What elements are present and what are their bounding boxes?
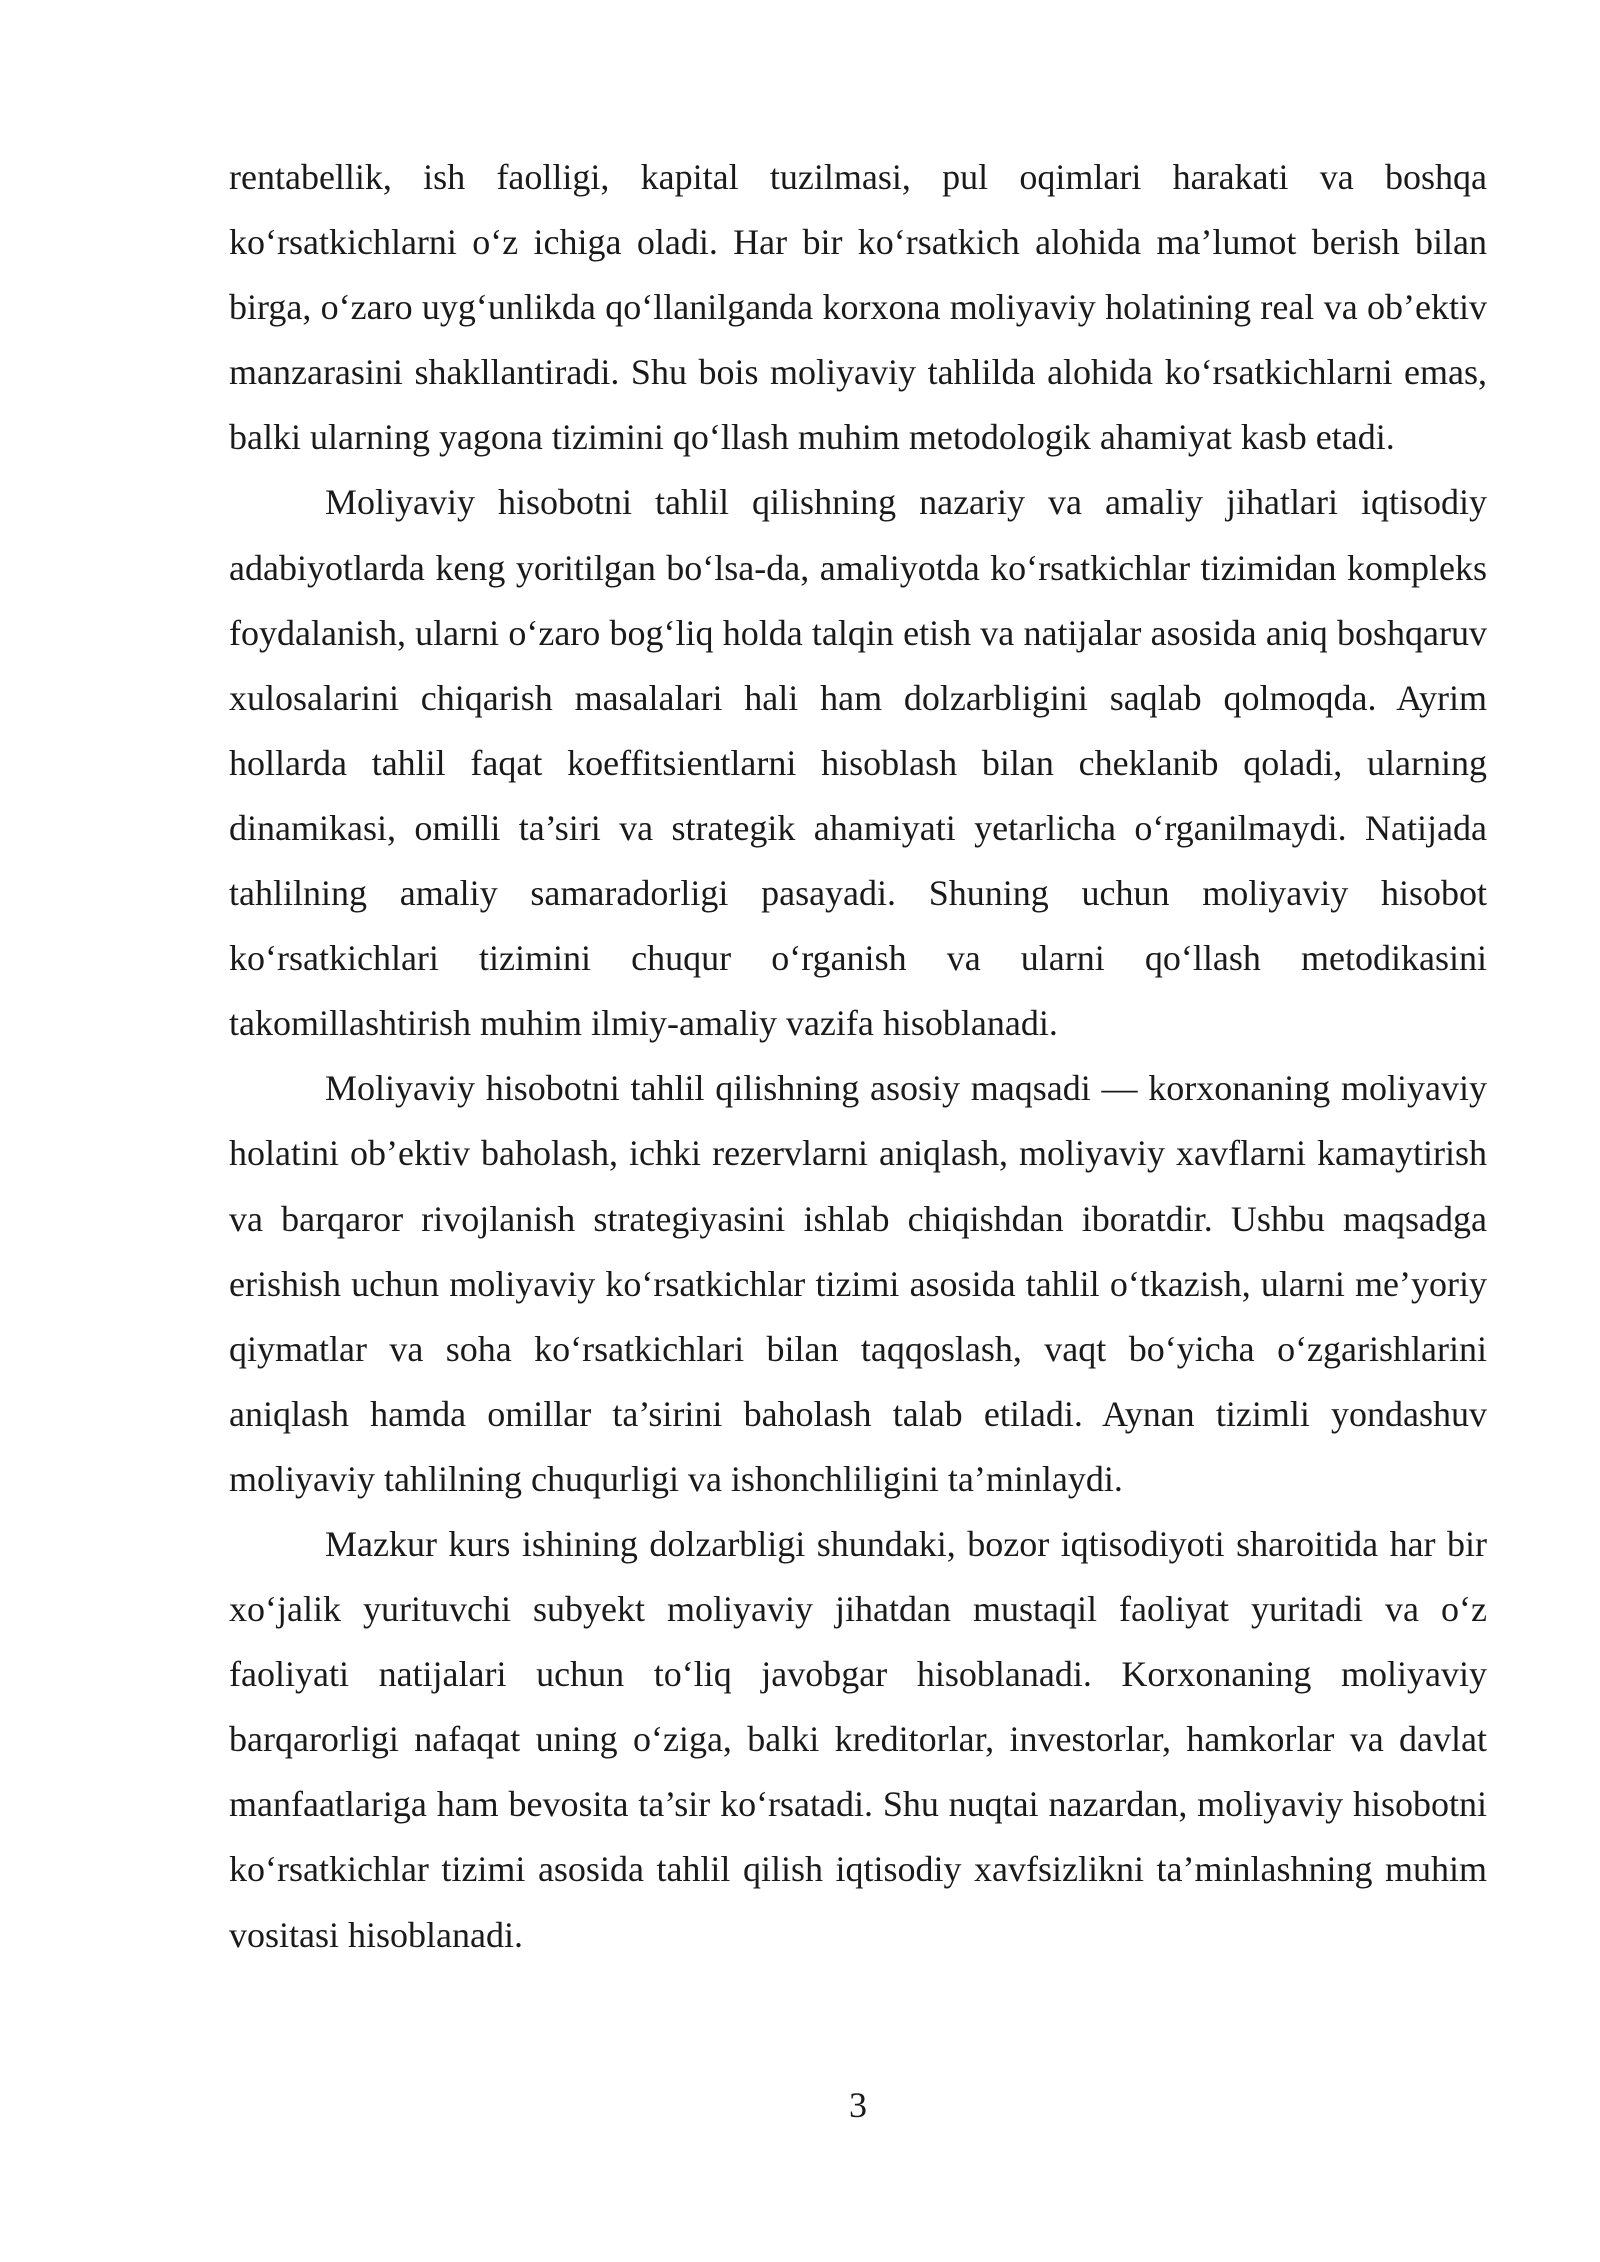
body-text [229, 145, 1487, 1968]
page-number: 3 [849, 2085, 867, 2125]
paragraph-continuation: rentabellik, ish faolligi, kapital tuzilmasi, pul oqimlari harakati va boshqa ko‘rsatkichlarni o‘z ichiga oladi. Har bir ko‘rsatkich alohida ma’lumot berish bilan birga, o‘zaro uyg‘unlikda qo‘llanilganda korxona moliyaviy holatining real va ob’ektiv manzarasini shakllantiradi. Shu bois moliyaviy tahlilda alohida ko‘rsatkichlarni emas, balki ularning yagona tizimini qo‘llash muhim metodologik ahamiyat kasb etadi. [229, 157, 1487, 458]
paragraph: Moliyaviy hisobotni tahlil qilishning asosiy maqsadi — korxonaning moliyaviy holatini ob’ektiv baholash, ichki rezervlarni aniqlash, moliyaviy xavflarni kamaytirish va barqaror rivojlanish strategiyasini ishlab chiqishdan iboratdir. Ushbu maqsadga erishish uchun moliyaviy ko‘rsatkichlar tizimi asosida tahlil o‘tkazish, ularni me’yoriy qiymatlar va soha ko‘rsatkichlari bilan taqqoslash, vaqt bo‘yicha o‘zgarishlarini aniqlash hamda omillar ta’sirini baholash talab etiladi. Aynan tizimli yondashuv moliyaviy tahlilning chuqurligi va ishonchliligini ta’minlaydi. [229, 1068, 1487, 1499]
paragraph: Moliyaviy hisobotni tahlil qilishning nazariy va amaliy jihatlari iqtisodiy adabiyotlarda keng yoritilgan bo‘lsa-da, amaliyotda ko‘rsatkichlar tizimidan kompleks foydalanish, ularni o‘zaro bog‘liq holda talqin etish va natijalar asosida aniq boshqaruv xulosalarini chiqarish masalalari hali ham dolzarbligini saqlab qolmoqda. Ayrim hollarda tahlil faqat koeffitsientlarni hisoblash bilan cheklanib qoladi, ularning dinamikasi, omilli ta’siri va strategik ahamiyati yetarlicha o‘rganilmaydi. Natijada tahlilning amaliy samaradorligi pasayadi. Shuning uchun moliyaviy hisobot ko‘rsatkichlari tizimini chuqur o‘rganish va ularni qo‘llash metodikasini takomillashtirish muhim ilmiy-amaliy vazifa hisoblanadi. [229, 482, 1487, 1044]
paragraph: Mazkur kurs ishining dolzarbligi shundaki, bozor iqtisodiyoti sharoitida har bir xo‘jalik yurituvchi subyekt moliyaviy jihatdan mustaqil faoliyat yuritadi va o‘z faoliyati natijalari uchun to‘liq javobgar hisoblanadi. Korxonaning moliyaviy barqarorligi nafaqat uning o‘ziga, balki kreditorlar, investorlar, hamkorlar va davlat manfaatlariga ham bevosita ta’sir ko‘rsatadi. Shu nuqtai nazardan, moliyaviy hisobotni ko‘rsatkichlar tizimi asosida tahlil qilish iqtisodiy xavfsizlikni ta’minlashning muhim vositasi hisoblanadi. [229, 1523, 1487, 1955]
